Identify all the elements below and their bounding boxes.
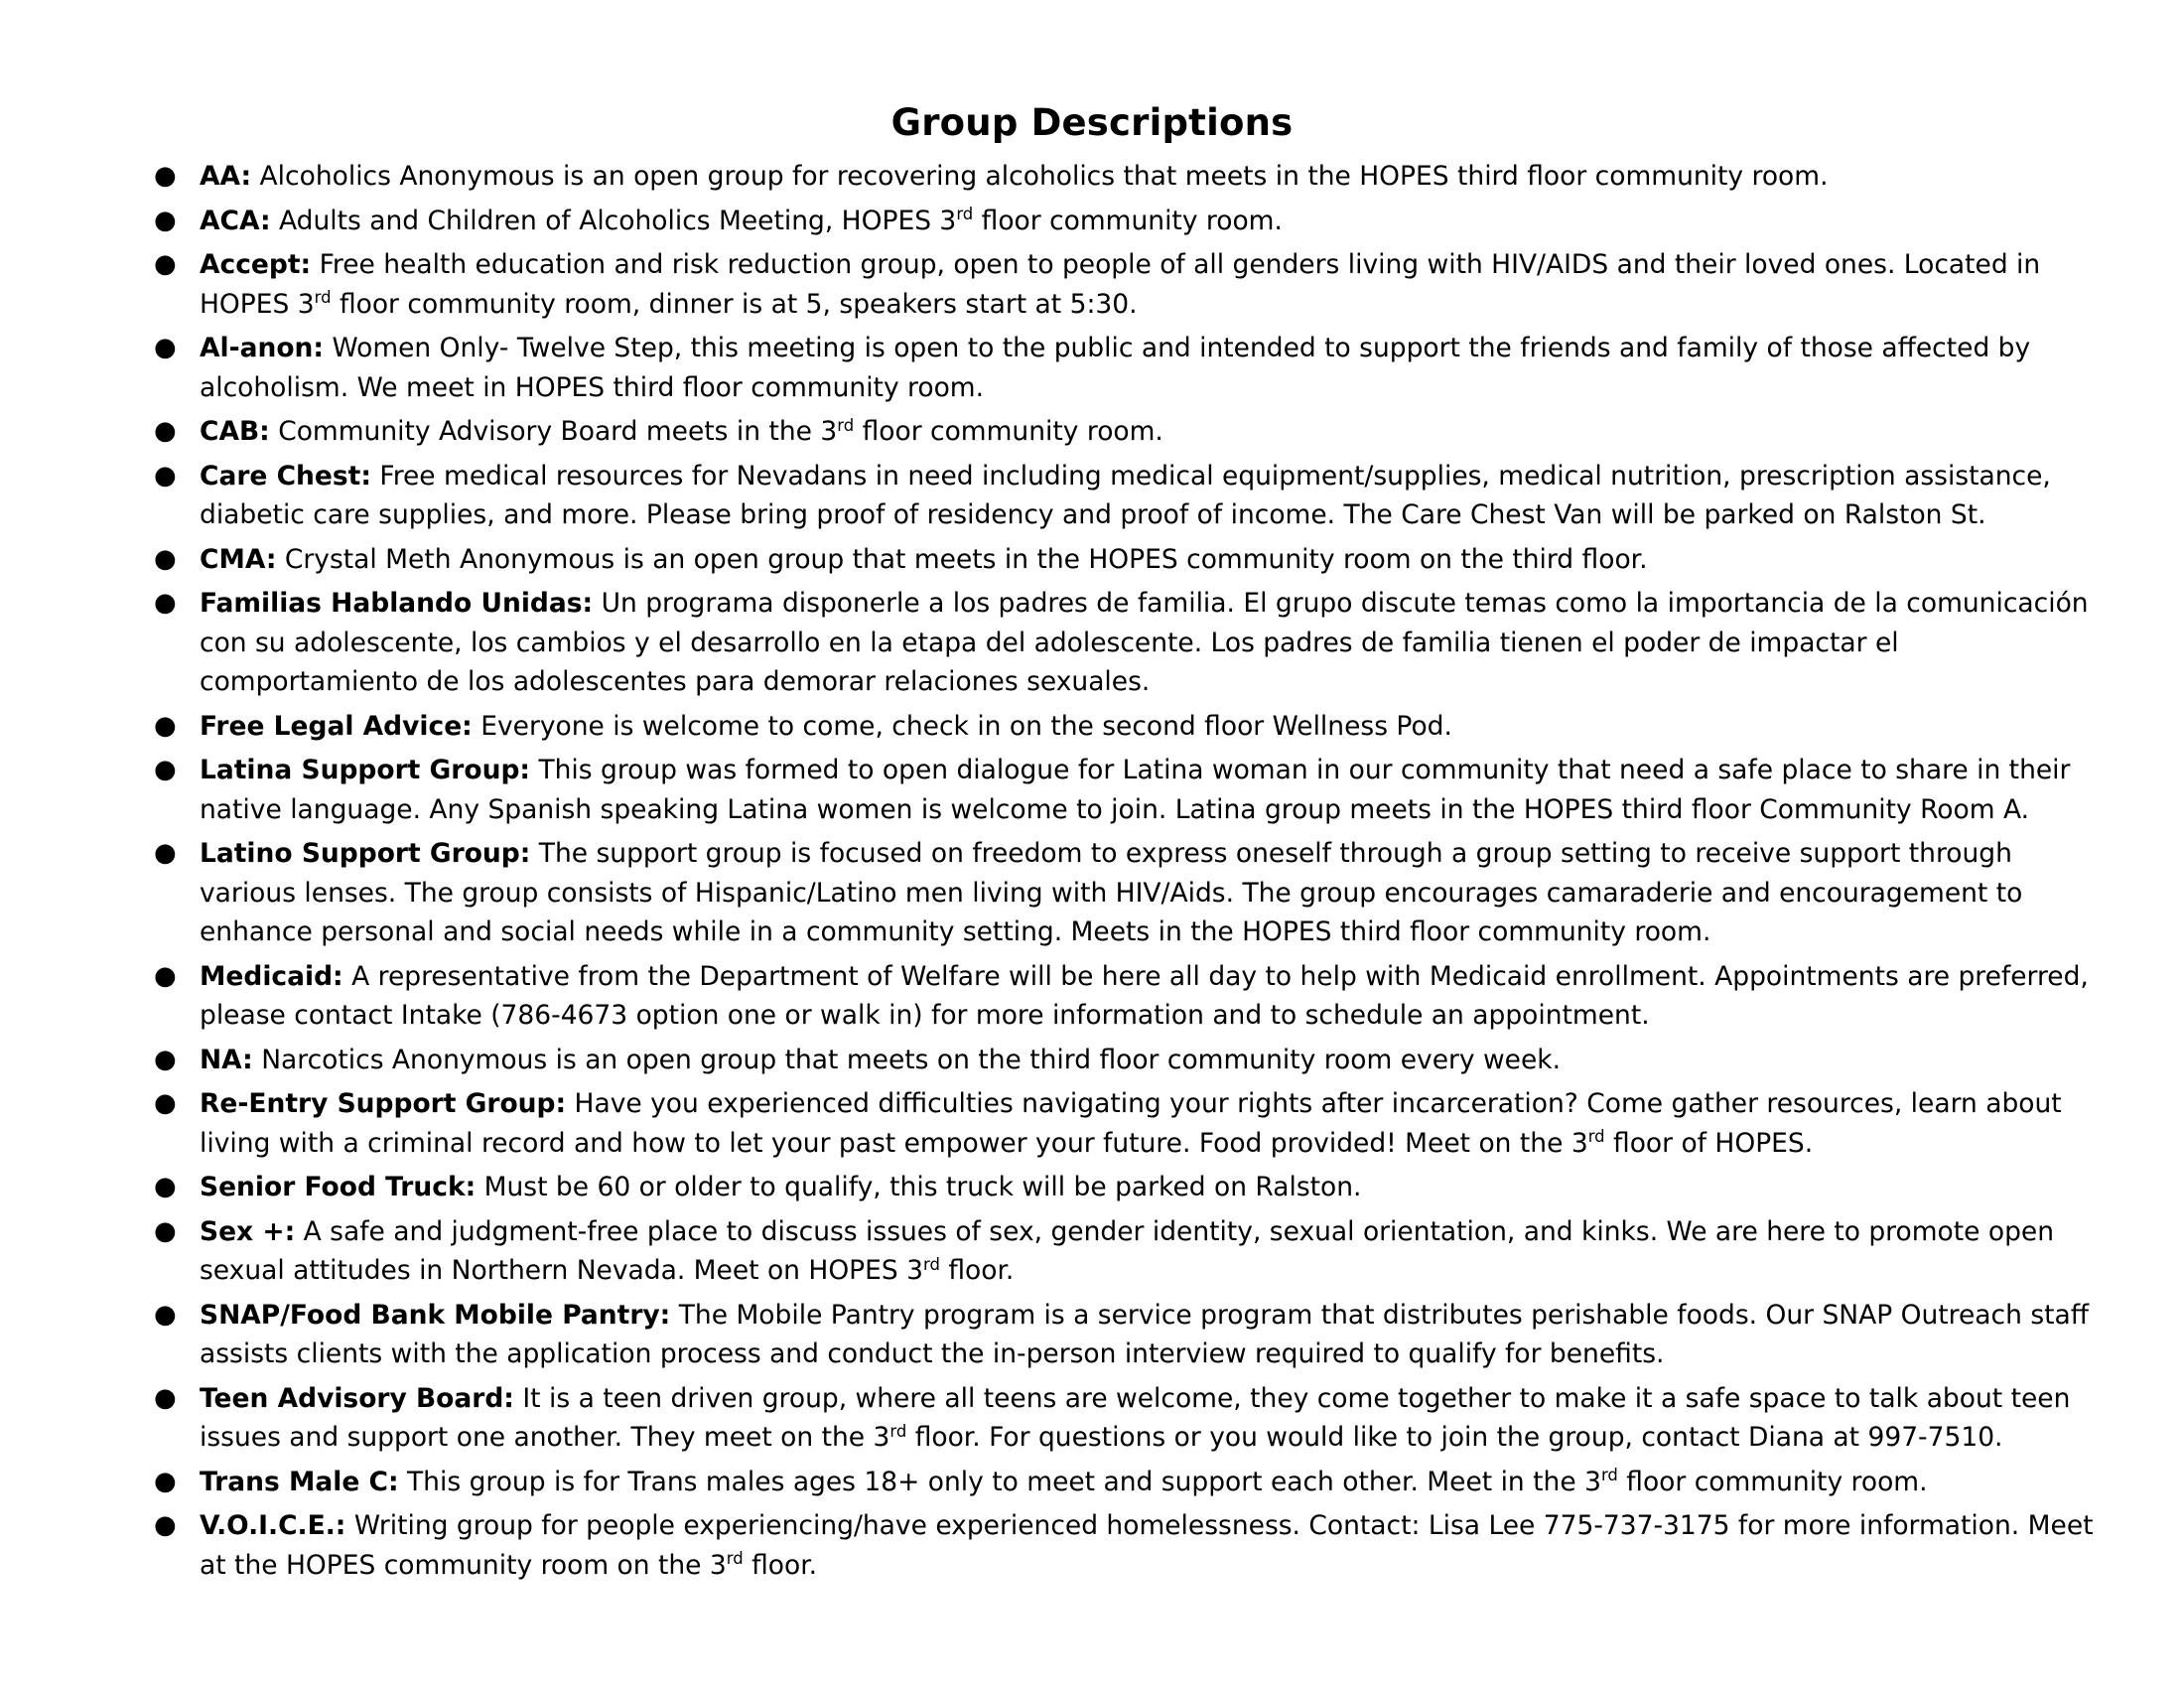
group-term: V.O.I.C.E.: xyxy=(200,1510,346,1541)
group-description: Adults and Children of Alcoholics Meeting, HOPES 3 xyxy=(279,205,957,236)
bullet-icon: ● xyxy=(154,1172,177,1201)
page-title: Group Descriptions xyxy=(890,101,1294,144)
group-description: This group is for Trans males ages 18+ only to meet and support each other. Meet in the 3 xyxy=(407,1466,1601,1497)
ordinal-suffix: rd xyxy=(314,288,332,308)
bullet-icon: ● xyxy=(154,710,177,741)
group-term: Al-anon: xyxy=(200,333,325,363)
ordinal-suffix: rd xyxy=(837,415,855,435)
group-description: floor community room, dinner is at 5, speakers start at 5:30. xyxy=(331,288,1138,320)
group-description: Alcoholics Anonymous is an open group for recovering alcoholics that meets in the HOPES third floor community room. xyxy=(259,161,1829,192)
group-term: Teen Advisory Board: xyxy=(200,1382,514,1414)
list-item xyxy=(0,834,2184,952)
group-description: Narcotics Anonymous is an open group that meets on the third floor community room every week. xyxy=(261,1044,1562,1075)
group-term: Trans Male C: xyxy=(200,1466,399,1497)
group-description: Free health education and risk reduction group, open to people of all genders living with HIV/AIDS and their loved ones. Located in HOPES 3 xyxy=(200,249,2041,320)
ordinal-suffix: rd xyxy=(923,1254,940,1274)
group-list xyxy=(0,157,2184,1590)
group-term: NA: xyxy=(200,1044,253,1075)
group-description: This group was formed to open dialogue for Latina woman in our community that need a safe place to share in their native language. Any Spanish speaking Latina women is welcome to join. Latina group meets in the HOPES third floor Community Room A. xyxy=(200,755,2071,825)
group-description: floor community room. xyxy=(854,416,1163,447)
bullet-icon: ● xyxy=(154,1044,177,1074)
list-item xyxy=(0,245,2184,324)
list-item xyxy=(0,157,2184,197)
group-term: Medicaid: xyxy=(200,960,343,992)
list-item xyxy=(0,1212,2184,1291)
ordinal-suffix: rd xyxy=(1587,1127,1605,1147)
list-item xyxy=(0,584,2184,702)
ordinal-suffix: rd xyxy=(956,205,974,224)
list-item xyxy=(0,540,2184,580)
ordinal-suffix: rd xyxy=(726,1549,744,1569)
bullet-icon: ● xyxy=(154,205,177,235)
list-item xyxy=(0,1084,2184,1163)
group-description: It is a teen driven group, where all teens are welcome, they come together to make it a safe space to talk about teen issues and support one another. They meet on the 3 xyxy=(200,1382,2071,1453)
bullet-icon: ● xyxy=(154,960,177,991)
list-item xyxy=(0,1506,2184,1585)
group-description: The support group is focused on freedom to express oneself through a group setting to receive support through various lenses. The group consists of Hispanic/Latino men living with HIV/Aids. The group encourages camaraderie and encouragement to enhance personal and social needs while in a community setting. Meets in the HOPES third floor community room. xyxy=(200,838,2023,947)
bullet-icon: ● xyxy=(154,333,177,362)
group-description: Free medical resources for Nevadans in need including medical equipment/supplies, medical nutrition, prescription assistance, diabetic care supplies, and more. Please bring proof of residency and proof of income. The Care Chest Van will be parked on Ralston St. xyxy=(200,460,2051,530)
list-item xyxy=(0,329,2184,407)
bullet-icon: ● xyxy=(154,416,177,446)
group-description: floor community room. xyxy=(1617,1466,1928,1497)
bullet-icon: ● xyxy=(154,1466,177,1496)
bullet-icon: ● xyxy=(154,161,177,191)
bullet-icon: ● xyxy=(154,838,177,868)
group-term: CMA: xyxy=(200,543,277,575)
list-item xyxy=(0,1168,2184,1207)
bullet-icon: ● xyxy=(154,543,177,574)
group-term: Sex +: xyxy=(200,1215,296,1247)
group-term: Senior Food Truck: xyxy=(200,1172,477,1202)
list-item xyxy=(0,202,2184,241)
group-description: Must be 60 or older to qualify, this truck will be parked on Ralston. xyxy=(483,1172,1362,1202)
group-description: A representative from the Department of Welfare will be here all day to help with Medicaid enrollment. Appointments are preferred, please contact Intake (786-4673 option one or walk in) for more information and to schedule an appointment. xyxy=(200,960,2089,1031)
group-description: Crystal Meth Anonymous is an open group that meets in the HOPES community room on the third floor. xyxy=(284,543,1648,575)
list-item xyxy=(0,1041,2184,1080)
group-term: Care Chest: xyxy=(200,460,371,492)
group-term: ACA: xyxy=(200,205,271,236)
list-item xyxy=(0,412,2184,452)
group-term: CAB: xyxy=(200,416,270,447)
group-term: Accept: xyxy=(200,249,312,280)
bullet-icon: ● xyxy=(154,1510,177,1540)
group-description: floor. For questions or you would like to join the group, contact Diana at 997-7510. xyxy=(906,1422,2003,1453)
group-term: AA: xyxy=(200,161,252,192)
bullet-icon: ● xyxy=(154,588,177,618)
group-description: floor of HOPES. xyxy=(1604,1127,1814,1159)
list-item xyxy=(0,707,2184,747)
list-item xyxy=(0,957,2184,1036)
group-term: Latina Support Group: xyxy=(200,755,531,785)
list-item xyxy=(0,751,2184,829)
bullet-icon: ● xyxy=(154,1299,177,1330)
group-description: floor community room. xyxy=(973,205,1283,236)
list-item xyxy=(0,1463,2184,1502)
group-description: Everyone is welcome to come, check in on the second floor Wellness Pod. xyxy=(480,710,1452,742)
group-description: floor. xyxy=(743,1549,818,1581)
group-term: Latino Support Group: xyxy=(200,838,531,869)
bullet-icon: ● xyxy=(154,1215,177,1246)
group-description: The Mobile Pantry program is a service program that distributes perishable foods. Our SNAP Outreach staff assists clients with the application process and conduct the in-person interview required to qualify for benefits. xyxy=(200,1299,2090,1369)
group-term: Re-Entry Support Group: xyxy=(200,1088,567,1119)
group-term: Free Legal Advice: xyxy=(200,710,473,742)
group-description: Have you experienced difficulties navigating your rights after incarceration? Come gather resources, learn about living with a criminal record and how to let your past empower your future. Food provided! Meet on the 3 xyxy=(200,1088,2062,1159)
bullet-icon: ● xyxy=(154,249,177,279)
ordinal-suffix: rd xyxy=(889,1421,907,1441)
ordinal-suffix: rd xyxy=(1600,1466,1618,1485)
list-item xyxy=(0,1379,2184,1458)
bullet-icon: ● xyxy=(154,1382,177,1413)
list-item xyxy=(0,1296,2184,1374)
group-description: Un programa disponerle a los padres de familia. El grupo discute temas como la importancia de la comunicación con su adolescente, los cambios y el desarrollo en la etapa del adolescente. Los padres de familia tienen el poder de impactar el comportamiento de los adolescentes para demorar relaciones sexuales. xyxy=(200,588,2089,697)
group-term: Familias Hablando Unidas: xyxy=(200,588,594,619)
list-item xyxy=(0,457,2184,535)
group-description: Writing group for people experiencing/have experienced homelessness. Contact: Lisa Lee 775-737-3175 for more information. Meet at the HOPES community room on the 3 xyxy=(200,1510,2094,1581)
group-description: Women Only- Twelve Step, this meeting is open to the public and intended to support the friends and family of those affected by alcoholism. We meet in HOPES third floor community room. xyxy=(200,333,2031,403)
group-description: floor. xyxy=(939,1255,1015,1286)
group-description: Community Advisory Board meets in the 3 xyxy=(278,416,838,447)
bullet-icon: ● xyxy=(154,460,177,491)
group-description: A safe and judgment-free place to discuss issues of sex, gender identity, sexual orientation, and kinks. We are here to promote open sexual attitudes in Northern Nevada. Meet on HOPES 3 xyxy=(200,1215,2054,1286)
group-term: SNAP/Food Bank Mobile Pantry: xyxy=(200,1299,671,1331)
bullet-icon: ● xyxy=(154,1088,177,1118)
bullet-icon: ● xyxy=(154,755,177,784)
